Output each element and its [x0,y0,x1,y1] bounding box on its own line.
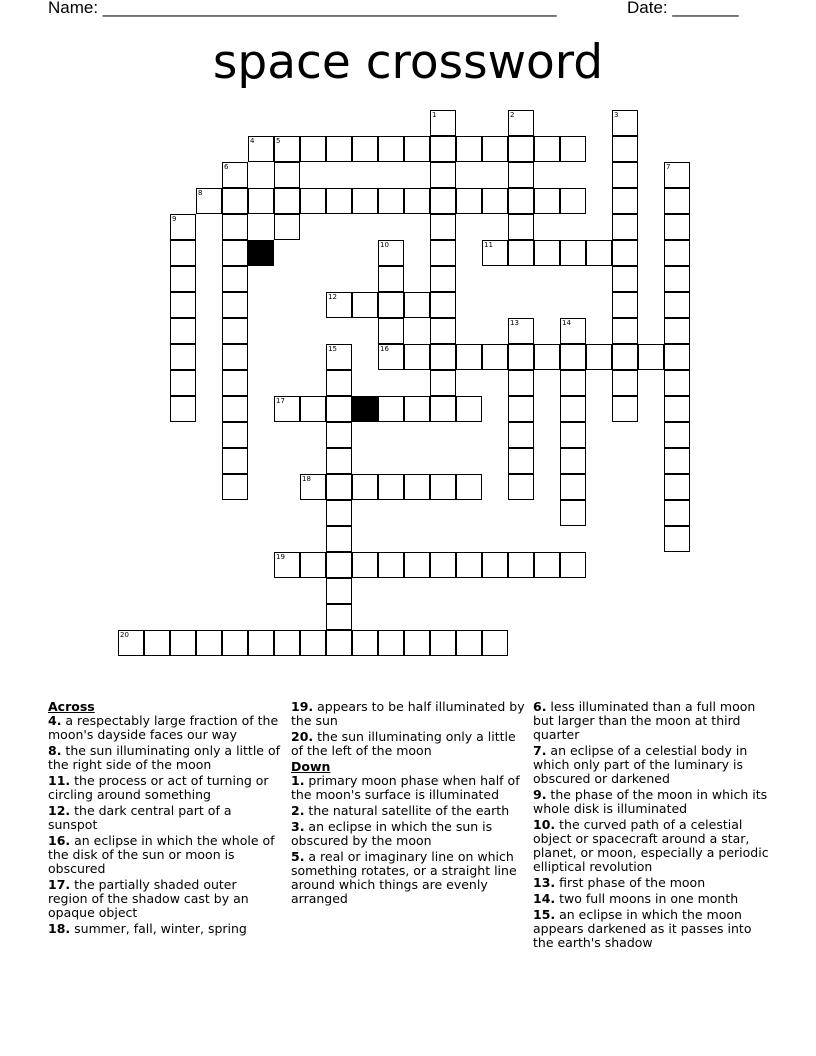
grid-cell[interactable] [118,630,144,656]
clues-column-3 [533,700,773,952]
grid-cell[interactable] [612,188,638,214]
grid-cell[interactable] [222,214,248,240]
grid-cell[interactable] [222,474,248,500]
clue-number: 15 [328,345,337,353]
clue-number: 20 [120,631,129,639]
grid-cell[interactable] [404,136,430,162]
black-square [352,396,378,422]
grid-cell[interactable] [144,630,170,656]
clue-number: 1 [432,111,437,119]
grid-cell[interactable] [170,214,196,240]
clue-number: 16 [380,345,389,353]
grid-cell[interactable] [196,630,222,656]
clue-item-number: 17. [48,877,71,892]
clue-item-text: the sun illuminating only a little of the left of the moon [291,729,516,758]
grid-cell[interactable] [170,396,196,422]
clue-item-text: an eclipse in which the moon appears darkened as it passes into the earth's shadow [533,907,752,950]
clue-item [291,700,525,728]
grid-cell[interactable] [560,500,586,526]
grid-cell[interactable] [508,370,534,396]
grid-cell[interactable] [664,240,690,266]
grid-cell[interactable] [326,370,352,396]
grid-cell[interactable] [456,136,482,162]
grid-cell[interactable] [430,292,456,318]
clue-item-text: summer, fall, winter, spring [70,921,247,936]
clue-item-text: a real or imaginary line on which something rotates, or a straight line around which things are evenly arranged [291,849,517,906]
clue-item [48,804,280,832]
grid-cell[interactable] [534,552,560,578]
clue-item-text: the sun illuminating only a little of the right side of the moon [48,743,281,772]
grid-cell[interactable] [378,474,404,500]
date-field-label: Date: _______ [627,0,739,17]
clue-item-number: 4. [48,713,62,728]
grid-cell[interactable] [638,344,664,370]
grid-cell[interactable] [248,136,274,162]
grid-cell[interactable] [430,162,456,188]
name-field-label: Name: ________________________________________________ [48,0,557,17]
clue-number: 4 [250,137,255,145]
grid-cell[interactable] [326,136,352,162]
grid-cell[interactable] [456,396,482,422]
grid-cell[interactable] [378,292,404,318]
grid-cell[interactable] [404,474,430,500]
grid-cell[interactable] [326,630,352,656]
clue-item-text: a respectably large fraction of the moon's dayside faces our way [48,713,279,742]
grid-cell[interactable] [378,318,404,344]
grid-cell[interactable] [586,240,612,266]
grid-cell[interactable] [404,630,430,656]
grid-cell[interactable] [222,630,248,656]
clue-number: 14 [562,319,571,327]
clue-number: 11 [484,241,493,249]
grid-cell[interactable] [222,318,248,344]
grid-cell[interactable] [482,136,508,162]
clue-item-number: 12. [48,803,71,818]
clue-number: 17 [276,397,285,405]
grid-cell[interactable] [326,604,352,630]
clue-item-number: 14. [533,891,556,906]
grid-cell[interactable] [404,344,430,370]
grid-cell[interactable] [560,136,586,162]
clue-section-heading: Down [291,759,331,774]
clue-number: 9 [172,215,177,223]
grid-cell[interactable] [326,526,352,552]
grid-cell[interactable] [300,474,326,500]
grid-cell[interactable] [508,318,534,344]
grid-cell[interactable] [508,422,534,448]
grid-cell[interactable] [612,240,638,266]
grid-cell[interactable] [508,396,534,422]
clue-item [533,892,773,906]
grid-cell[interactable] [430,214,456,240]
clue-section-heading: Across [48,699,95,714]
grid-cell[interactable] [326,552,352,578]
grid-cell[interactable] [456,474,482,500]
grid-cell[interactable] [456,552,482,578]
clue-item-text: the process or act of turning or circling around something [48,773,269,802]
grid-cell[interactable] [300,630,326,656]
grid-cell[interactable] [196,188,222,214]
grid-cell[interactable] [612,370,638,396]
grid-cell[interactable] [430,552,456,578]
grid-cell[interactable] [508,136,534,162]
clue-item-text: the phase of the moon in which its whole disk is illuminated [533,787,768,816]
grid-cell[interactable] [378,240,404,266]
clue-item [48,834,280,876]
grid-cell[interactable] [222,422,248,448]
grid-cell[interactable] [664,318,690,344]
grid-cell[interactable] [664,344,690,370]
clue-item-text: the dark central part of a sunspot [48,803,232,832]
clue-item [48,744,280,772]
grid-cell[interactable] [508,552,534,578]
grid-cell[interactable] [404,396,430,422]
grid-cell[interactable] [534,240,560,266]
grid-cell[interactable] [508,188,534,214]
clue-item [533,818,773,874]
clue-item [291,820,525,848]
grid-cell[interactable] [430,110,456,136]
grid-cell[interactable] [378,136,404,162]
grid-cell[interactable] [664,396,690,422]
clue-item-number: 2. [291,803,305,818]
grid-cell[interactable] [326,500,352,526]
clue-item [48,922,280,936]
clue-item-text: appears to be half illuminated by the sun [291,699,525,728]
grid-cell[interactable] [326,396,352,422]
grid-cell[interactable] [508,448,534,474]
grid-cell[interactable] [430,136,456,162]
clue-item-text: the natural satellite of the earth [304,803,510,818]
clue-item-text: the partially shaded outer region of the shadow cast by an opaque object [48,877,249,920]
clue-number: 13 [510,319,519,327]
clue-item-text: primary moon phase when half of the moon's surface is illuminated [291,773,520,802]
grid-cell[interactable] [612,136,638,162]
clue-item-number: 19. [291,699,314,714]
clue-item-text: an eclipse in which the sun is obscured by the moon [291,819,493,848]
grid-cell[interactable] [586,344,612,370]
grid-cell[interactable] [170,318,196,344]
grid-cell[interactable] [378,396,404,422]
grid-cell[interactable] [170,344,196,370]
grid-cell[interactable] [664,188,690,214]
grid-cell[interactable] [274,188,300,214]
grid-cell[interactable] [352,552,378,578]
grid-cell[interactable] [664,214,690,240]
grid-cell[interactable] [222,448,248,474]
grid-cell[interactable] [560,318,586,344]
grid-cell[interactable] [560,188,586,214]
clue-item-number: 9. [533,787,547,802]
grid-cell[interactable] [300,136,326,162]
grid-cell[interactable] [274,552,300,578]
grid-cell[interactable] [404,552,430,578]
grid-cell[interactable] [248,188,274,214]
grid-cell[interactable] [326,578,352,604]
grid-cell[interactable] [274,396,300,422]
grid-cell[interactable] [222,240,248,266]
grid-cell[interactable] [664,474,690,500]
grid-cell[interactable] [430,240,456,266]
clue-number: 12 [328,293,337,301]
grid-cell[interactable] [534,344,560,370]
clues-column-1 [48,700,280,938]
grid-cell[interactable] [378,266,404,292]
grid-cell[interactable] [430,188,456,214]
clue-item [533,908,773,950]
clue-item-number: 1. [291,773,305,788]
grid-cell[interactable] [560,240,586,266]
clue-item [291,804,525,818]
grid-cell[interactable] [222,292,248,318]
grid-cell[interactable] [222,188,248,214]
grid-cell[interactable] [560,370,586,396]
grid-cell[interactable] [612,292,638,318]
grid-cell[interactable] [326,474,352,500]
grid-cell[interactable] [664,448,690,474]
grid-cell[interactable] [300,396,326,422]
grid-cell[interactable] [508,240,534,266]
clue-number: 10 [380,241,389,249]
grid-cell[interactable] [352,292,378,318]
grid-cell[interactable] [508,110,534,136]
clue-item-text: an eclipse in which the whole of the disk of the sun or moon is obscured [48,833,275,876]
grid-cell[interactable] [222,344,248,370]
grid-cell[interactable] [508,344,534,370]
grid-cell[interactable] [170,292,196,318]
grid-cell[interactable] [664,162,690,188]
grid-cell[interactable] [482,240,508,266]
grid-cell[interactable] [274,214,300,240]
clue-item-number: 6. [533,699,547,714]
grid-cell[interactable] [612,214,638,240]
clue-item [291,774,525,802]
clue-item [533,876,773,890]
grid-cell[interactable] [326,292,352,318]
grid-cell[interactable] [664,266,690,292]
grid-cell[interactable] [456,630,482,656]
clue-item [48,714,280,742]
grid-cell[interactable] [274,630,300,656]
grid-cell[interactable] [612,162,638,188]
grid-cell[interactable] [508,162,534,188]
clue-number: 5 [276,137,281,145]
grid-cell[interactable] [430,318,456,344]
grid-cell[interactable] [222,370,248,396]
clue-item [533,744,773,786]
clue-item-number: 7. [533,743,547,758]
grid-cell[interactable] [560,344,586,370]
grid-cell[interactable] [404,292,430,318]
grid-cell[interactable] [482,552,508,578]
clue-number: 6 [224,163,229,171]
grid-cell[interactable] [456,344,482,370]
grid-cell[interactable] [664,370,690,396]
grid-cell[interactable] [352,188,378,214]
black-square [248,240,274,266]
grid-cell[interactable] [560,396,586,422]
grid-cell[interactable] [300,188,326,214]
grid-cell[interactable] [430,630,456,656]
grid-cell[interactable] [352,136,378,162]
grid-cell[interactable] [248,630,274,656]
grid-cell[interactable] [430,474,456,500]
clue-item [291,730,525,758]
clue-item-number: 5. [291,849,305,864]
clue-item [533,788,773,816]
grid-cell[interactable] [664,500,690,526]
clue-number: 18 [302,475,311,483]
clue-item-number: 15. [533,907,556,922]
clue-item-number: 20. [291,729,314,744]
grid-cell[interactable] [664,292,690,318]
clue-number: 2 [510,111,515,119]
clue-number: 19 [276,553,285,561]
grid-cell[interactable] [352,474,378,500]
clue-item [533,700,773,742]
grid-cell[interactable] [612,318,638,344]
grid-cell[interactable] [560,422,586,448]
clues-column-2 [291,700,525,908]
grid-cell[interactable] [560,474,586,500]
clue-item-number: 13. [533,875,556,890]
clue-item-number: 10. [533,817,556,832]
grid-cell[interactable] [300,552,326,578]
clue-item [48,878,280,920]
grid-cell[interactable] [222,396,248,422]
grid-cell[interactable] [404,188,430,214]
grid-cell[interactable] [170,630,196,656]
grid-cell[interactable] [612,396,638,422]
grid-cell[interactable] [482,344,508,370]
grid-cell[interactable] [534,136,560,162]
grid-cell[interactable] [170,266,196,292]
clue-item-text: two full moons in one month [555,891,739,906]
grid-cell[interactable] [560,552,586,578]
grid-cell[interactable] [508,214,534,240]
grid-cell[interactable] [378,344,404,370]
grid-cell[interactable] [326,422,352,448]
grid-cell[interactable] [222,266,248,292]
grid-cell[interactable] [430,396,456,422]
grid-cell[interactable] [274,136,300,162]
grid-cell[interactable] [612,266,638,292]
page-title: space crossword [212,35,604,90]
grid-cell[interactable] [482,188,508,214]
grid-cell[interactable] [326,188,352,214]
grid-cell[interactable] [326,448,352,474]
grid-cell[interactable] [560,448,586,474]
grid-cell[interactable] [664,422,690,448]
clue-item-number: 18. [48,921,71,936]
clue-item [291,850,525,906]
grid-cell[interactable] [612,344,638,370]
grid-cell[interactable] [274,162,300,188]
clue-item [48,774,280,802]
grid-cell[interactable] [326,344,352,370]
grid-cell[interactable] [664,526,690,552]
clue-number: 3 [614,111,619,119]
grid-cell[interactable] [612,110,638,136]
grid-cell[interactable] [378,630,404,656]
clue-item-number: 11. [48,773,71,788]
grid-cell[interactable] [378,552,404,578]
grid-cell[interactable] [430,370,456,396]
clue-item-number: 16. [48,833,71,848]
clue-item-number: 8. [48,743,62,758]
grid-cell[interactable] [352,630,378,656]
clue-number: 8 [198,189,203,197]
clue-item-text: the curved path of a celestial object or spacecraft around a star, planet, or moon, especially a periodic elliptical revolution [533,817,769,874]
grid-cell[interactable] [482,630,508,656]
clue-number: 7 [666,163,671,171]
clue-item-text: an eclipse of a celestial body in which only part of the luminary is obscured or darkened [533,743,748,786]
clue-item-text: less illuminated than a full moon but larger than the moon at third quarter [533,699,756,742]
grid-cell[interactable] [170,370,196,396]
grid-cell[interactable] [430,344,456,370]
grid-cell[interactable] [456,188,482,214]
grid-cell[interactable] [534,188,560,214]
grid-cell[interactable] [430,266,456,292]
grid-cell[interactable] [378,188,404,214]
clue-item-number: 3. [291,819,305,834]
grid-cell[interactable] [508,474,534,500]
clue-item-text: first phase of the moon [555,875,706,890]
grid-cell[interactable] [222,162,248,188]
grid-cell[interactable] [170,240,196,266]
